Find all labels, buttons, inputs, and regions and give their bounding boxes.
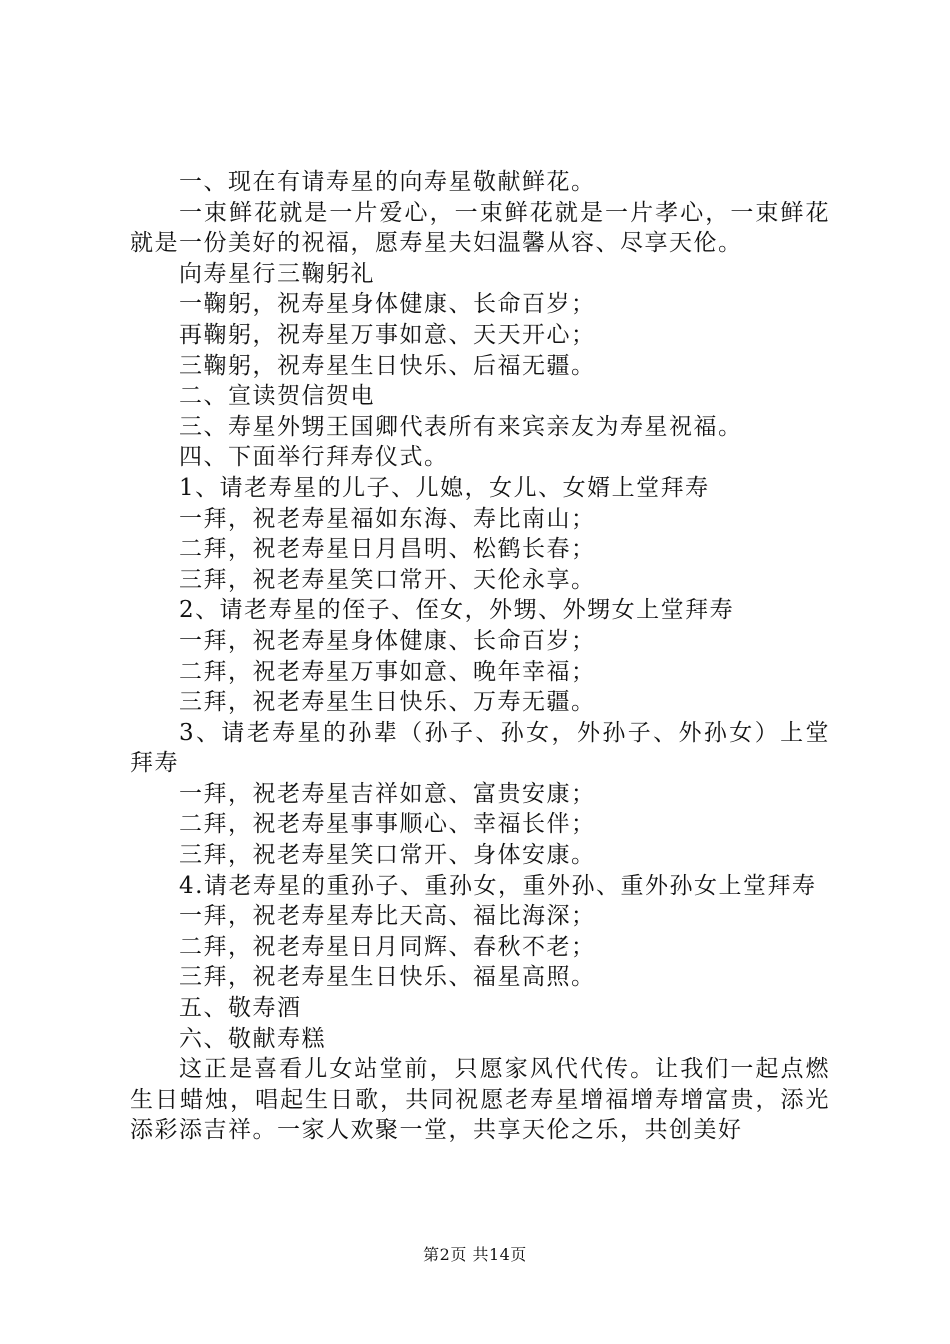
paragraph: 二拜，祝老寿星日月同辉、春秋不老； bbox=[179, 933, 596, 960]
paragraph: 二、宣读贺信贺电 bbox=[179, 383, 375, 410]
paragraph: 六、敬献寿糕 bbox=[179, 1025, 326, 1052]
paragraph: 二拜，祝老寿星万事如意、晚年幸福； bbox=[179, 658, 596, 685]
paragraph: 一拜，祝老寿星福如东海、寿比南山； bbox=[179, 505, 596, 532]
paragraph: 二拜，祝老寿星事事顺心、幸福长伴； bbox=[179, 811, 596, 838]
paragraph: 4.请老寿星的重孙子、重孙女，重外孙、重外孙女上堂拜寿 bbox=[179, 872, 817, 899]
paragraph: 一、现在有请寿星的向寿星敬献鲜花。 bbox=[179, 169, 596, 195]
paragraph: 1、请老寿星的儿子、儿媳，女儿、女婿上堂拜寿 bbox=[179, 474, 710, 501]
paragraph: 一拜，祝老寿星寿比天高、福比海深； bbox=[179, 903, 596, 930]
paragraph: 三拜，祝老寿星生日快乐、福星高照。 bbox=[179, 964, 596, 991]
paragraph: 三拜，祝老寿星笑口常开、身体安康。 bbox=[179, 842, 596, 869]
paragraph: 三鞠躬，祝寿星生日快乐、后福无疆。 bbox=[179, 352, 596, 379]
paragraph: 五、敬寿酒 bbox=[179, 995, 302, 1022]
paragraph: 四、下面举行拜寿仪式。 bbox=[179, 444, 449, 471]
paragraph: 三拜，祝老寿星笑口常开、天伦永享。 bbox=[179, 566, 596, 593]
paragraph: 一束鲜花就是一片爱心，一束鲜花就是一片孝心，一束鲜花就是一份美好的祝福，愿寿星夫妇温馨从容、尽享天伦。 bbox=[130, 199, 830, 257]
paragraph: 一拜，祝老寿星身体健康、长命百岁； bbox=[179, 627, 596, 654]
paragraph: 一鞠躬，祝寿星身体健康、长命百岁； bbox=[179, 291, 596, 318]
page-number: 第2页 共14页 bbox=[423, 1245, 527, 1264]
paragraph: 一拜，祝老寿星吉祥如意、富贵安康； bbox=[179, 780, 596, 807]
paragraph: 3、请老寿星的孙辈（孙子、孙女，外孙子、外孙女）上堂拜寿 bbox=[130, 719, 830, 777]
paragraph: 三、寿星外甥王国卿代表所有来宾亲友为寿星祝福。 bbox=[179, 413, 743, 440]
paragraph: 这正是喜看儿女站堂前，只愿家风代代传。让我们一起点燃生日蜡烛，唱起生日歌，共同祝愿老寿星增福增寿增富贵，添光添彩添吉祥。一家人欢聚一堂，共享天伦之乐，共创美好 bbox=[130, 1056, 830, 1144]
paragraph: 向寿星行三鞠躬礼 bbox=[179, 260, 375, 287]
paragraph: 再鞠躬，祝寿星万事如意、天天开心； bbox=[179, 321, 596, 348]
paragraph: 二拜，祝老寿星日月昌明、松鹤长春； bbox=[179, 536, 596, 563]
paragraph: 三拜，祝老寿星生日快乐、万寿无疆。 bbox=[179, 689, 596, 716]
paragraph: 2、请老寿星的侄子、侄女，外甥、外甥女上堂拜寿 bbox=[179, 597, 735, 624]
document-body bbox=[130, 167, 830, 1146]
